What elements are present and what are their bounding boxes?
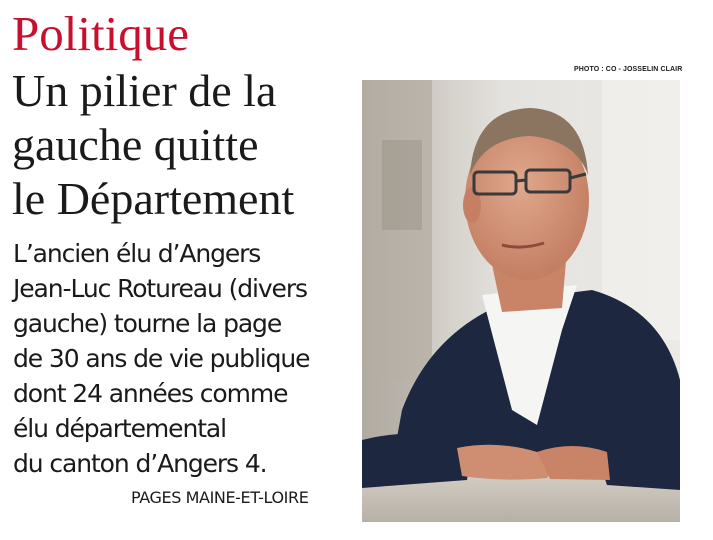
headline-line: le Département: [12, 173, 295, 224]
standfirst-line: gauche) tourne la page: [13, 309, 282, 338]
standfirst: [13, 236, 358, 481]
portrait-photo: [362, 80, 680, 522]
page-reference: PAGES MAINE-ET-LOIRE: [131, 488, 309, 507]
standfirst-line: L’ancien élu d’Angers: [13, 239, 261, 268]
standfirst-line: de 30 ans de vie publique: [13, 344, 310, 373]
headline-line: Un pilier de la: [12, 65, 277, 116]
standfirst-line: du canton d’Angers 4.: [13, 449, 267, 478]
headline-line: gauche quitte: [12, 119, 259, 170]
rubric: Politique: [12, 6, 189, 61]
standfirst-line: dont 24 années comme: [13, 379, 288, 408]
standfirst-line: élu départemental: [13, 414, 226, 443]
photo-credit: PHOTO : CO - JOSSELIN CLAIR: [574, 66, 683, 73]
headline: [12, 64, 357, 226]
standfirst-line: Jean-Luc Rotureau (divers: [13, 274, 307, 303]
